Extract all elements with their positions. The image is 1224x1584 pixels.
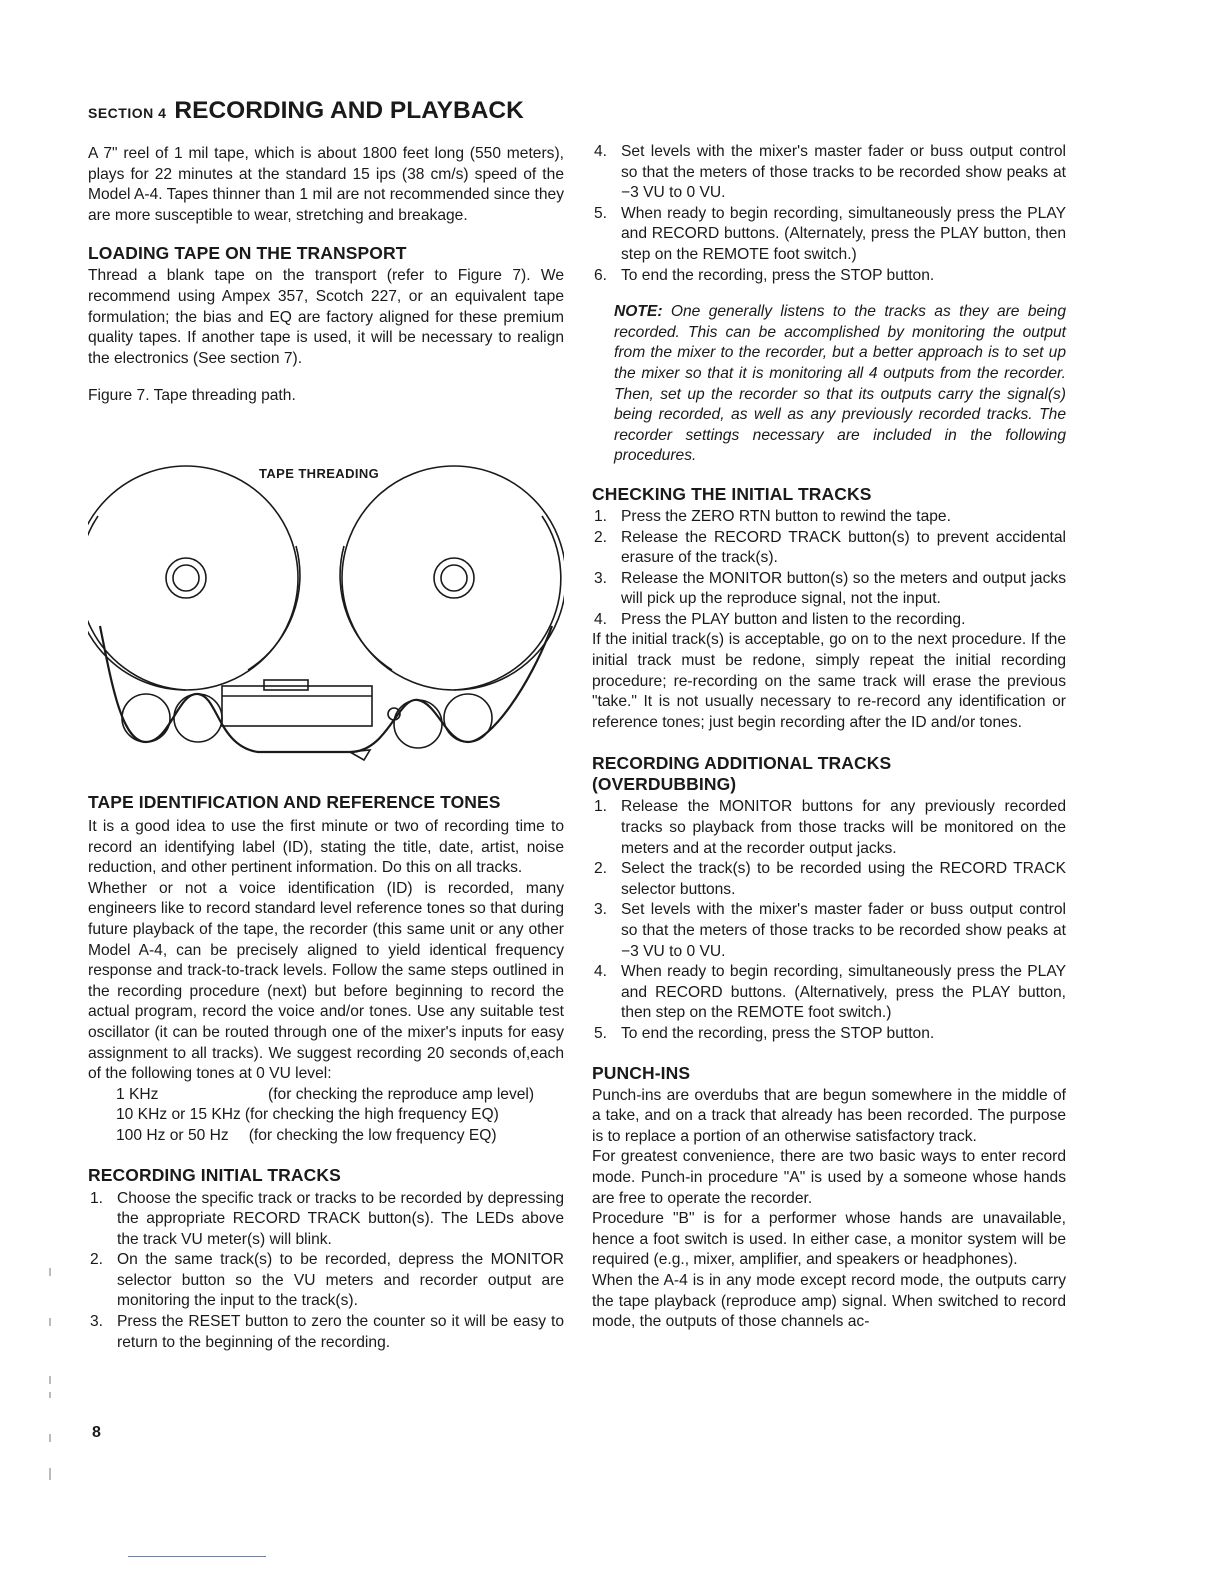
- initial-steps-continued: [592, 142, 1066, 286]
- list-item: 2. On the same track(s) to be recorded, depress the MONITOR selector button so the VU meters and recorder output are monitoring the input to the track(s).: [90, 1251, 564, 1310]
- tone-row: 10 KHz or 15 KHz (for checking the high frequency EQ): [116, 1106, 499, 1124]
- punch-paragraph-4: When the A-4 is in any mode except record mode, the outputs carry the tape playback (reproduce amp) signal. When switched to record mode, the outputs of those channels ac-: [592, 1271, 1066, 1331]
- note-block: [592, 302, 1066, 467]
- list-item: 3. Press the RESET button to zero the counter so it will be easy to return to the beginning of the recording.: [90, 1313, 564, 1351]
- tone-row: 100 Hz or 50 Hz (for checking the low frequency EQ): [116, 1126, 497, 1144]
- right-hub-icon: [434, 558, 474, 598]
- list-item: 1. Choose the specific track or tracks to be recorded by depressing the appropriate RECORD TRACK button(s). The LEDs above the track VU meter(s) will blink.: [90, 1189, 564, 1248]
- right-column: [592, 142, 1066, 1333]
- tape-id-heading: TAPE IDENTIFICATION AND REFERENCE TONES: [88, 792, 501, 812]
- punch-paragraph-3: Procedure "B" is for a performer whose hands are unavailable, hence a foot switch is used. In either case, a monitor system will be required (e.g., mixer, amplifier, and speakers or headphones).: [592, 1210, 1066, 1269]
- head-assembly: [222, 686, 372, 726]
- additional-heading: RECORDING ADDITIONAL TRACKS (OVERDUBBING): [592, 753, 892, 795]
- intro-paragraph: A 7" reel of 1 mil tape, which is about 1800 feet long (550 meters), plays for 22 minutes at the standard 15 ips (38 cm/s) speed of the Model A-4. Tapes thinner than 1 mil are not recommended since they are more susceptible to wear, stretching and breakage.: [88, 145, 564, 224]
- margin-marks: [48, 1268, 52, 1488]
- list-item: 5. When ready to begin recording, simultaneously press the PLAY and RECORD buttons. (Alternately, press the PLAY button, then step on the REMOTE foot switch.): [594, 204, 1066, 263]
- initial-steps: [88, 1189, 564, 1354]
- initial-heading: RECORDING INITIAL TRACKS: [88, 1164, 341, 1185]
- tape-id-paragraph-1: It is a good idea to use the first minute or two of recording time to record an identifying label (ID), stating the title, date, artist, noise reduction, and other pertinent information. Do this on all tracks.: [88, 818, 564, 877]
- figure-caption: Figure 7. Tape threading path.: [88, 387, 296, 405]
- tape-threading-figure: [88, 456, 564, 776]
- checking-heading: CHECKING THE INITIAL TRACKS: [592, 483, 872, 504]
- note-label: NOTE:: [614, 303, 663, 321]
- checking-steps: [592, 507, 1066, 631]
- guide-roller-left-2: [174, 694, 222, 742]
- additional-steps: [592, 797, 1066, 1044]
- list-item: 5. To end the recording, press the STOP button.: [594, 1024, 935, 1042]
- section-heading: RECORDING AND PLAYBACK: [174, 97, 524, 124]
- pinch-roller: [394, 700, 442, 748]
- tone-row: 1 KHz (for checking the reproduce amp level): [116, 1085, 535, 1103]
- left-hub-icon: [166, 558, 206, 598]
- tape-threading-diagram: [88, 456, 564, 776]
- left-column: [88, 96, 564, 407]
- list-item: 3. Release the MONITOR button(s) so the meters and output jacks will pick up the reproduce signal, not the input.: [594, 569, 1066, 608]
- loading-paragraph: Thread a blank tape on the transport (refer to Figure 7). We recommend using Ampex 357, Scotch 227, or an equivalent tape formulation; the bias and EQ are factory aligned for these premium quality tapes. If another tape is used, it will be necessary to realign the electronics (See section 7).: [88, 267, 564, 367]
- punch-paragraph-2: For greatest convenience, there are two basic ways to enter record mode. Punch-in procedure "A" is used by a someone whose hands are free to operate the recorder.: [592, 1148, 1066, 1207]
- loading-heading: LOADING TAPE ON THE TRANSPORT: [88, 243, 407, 264]
- list-item: 3. Set levels with the mixer's master fader or buss output control so that the meters of those tracks to be recorded show peaks at −3 VU to 0 VU.: [594, 901, 1066, 960]
- guide-roller-left: [122, 694, 170, 742]
- figure-label: TAPE THREADING: [256, 466, 382, 481]
- list-item: 2. Release the RECORD TRACK button(s) to prevent accidental erasure of the track(s).: [594, 528, 1066, 567]
- page-number: 8: [92, 1424, 101, 1441]
- section-label: SECTION 4: [88, 105, 167, 121]
- list-item: 2. Select the track(s) to be recorded using the RECORD TRACK selector buttons.: [594, 860, 1066, 898]
- tone-list: [88, 1085, 564, 1147]
- list-item: 4. When ready to begin recording, simultaneously press the PLAY and RECORD buttons. (Alternatively, press the PLAY button, then step on the REMOTE foot switch.): [594, 963, 1066, 1022]
- note-text: One generally listens to the tracks as they are being recorded. This can be accomplished by monitoring the output from the mixer to the recorder, but a better approach is to set up the mixer so that it is monitoring all 4 outputs from the recorder. Then, set up the recorder so that its outputs carry the signal(s) being recorded, as well as any previously recorded tracks. The recorder settings necessary are included in the following procedures.: [614, 303, 1066, 465]
- tape-id-paragraph-2: Whether or not a voice identification (ID) is recorded, many engineers like to record standard level reference tones so that during future playback of the tape, the recorder (this same unit or any other Model A-4, can be precisely aligned to yield identical frequency response and track-to-track levels. Follow the same steps outlined in the recording procedure (next) but before beginning to record the actual program, record the voice and/or tones. Use any suitable test oscillator (it can be routed through one of the mixer's inputs for easy assignment to all tracks). We suggest recording 20 seconds of,each of the following tones at 0 VU level:: [88, 879, 564, 1083]
- punch-paragraph-1: Punch-ins are overdubs that are begun somewhere in the middle of a take, and on a track that already has been recorded. The purpose is to replace a portion of an otherwise satisfactory track.: [592, 1086, 1066, 1145]
- punch-heading: PUNCH-INS: [592, 1062, 691, 1083]
- list-item: 4. Press the PLAY button and listen to the recording.: [594, 610, 966, 628]
- section-title: [88, 96, 564, 128]
- list-item: 6. To end the recording, press the STOP button.: [594, 266, 935, 284]
- list-item: 1. Press the ZERO RTN button to rewind the tape.: [594, 507, 951, 525]
- bottom-rule: [128, 1556, 266, 1557]
- checking-paragraph: If the initial track(s) is acceptable, go on to the next procedure. If the initial track must be redone, simply repeat the initial recording procedure; re-recording on the same track will erase the previous "take." It is not usually necessary to re-record any identification or reference tones; just begin recording after the ID and/or tones.: [592, 631, 1066, 731]
- left-column-lower: [88, 792, 564, 1353]
- list-item: 1. Release the MONITOR buttons for any previously recorded tracks so playback from those tracks will be monitored on the meters and at the recorder output jacks.: [594, 798, 1066, 857]
- list-item: 4. Set levels with the mixer's master fader or buss output control so that the meters of those tracks to be recorded show peaks at −3 VU to 0 VU.: [594, 143, 1066, 202]
